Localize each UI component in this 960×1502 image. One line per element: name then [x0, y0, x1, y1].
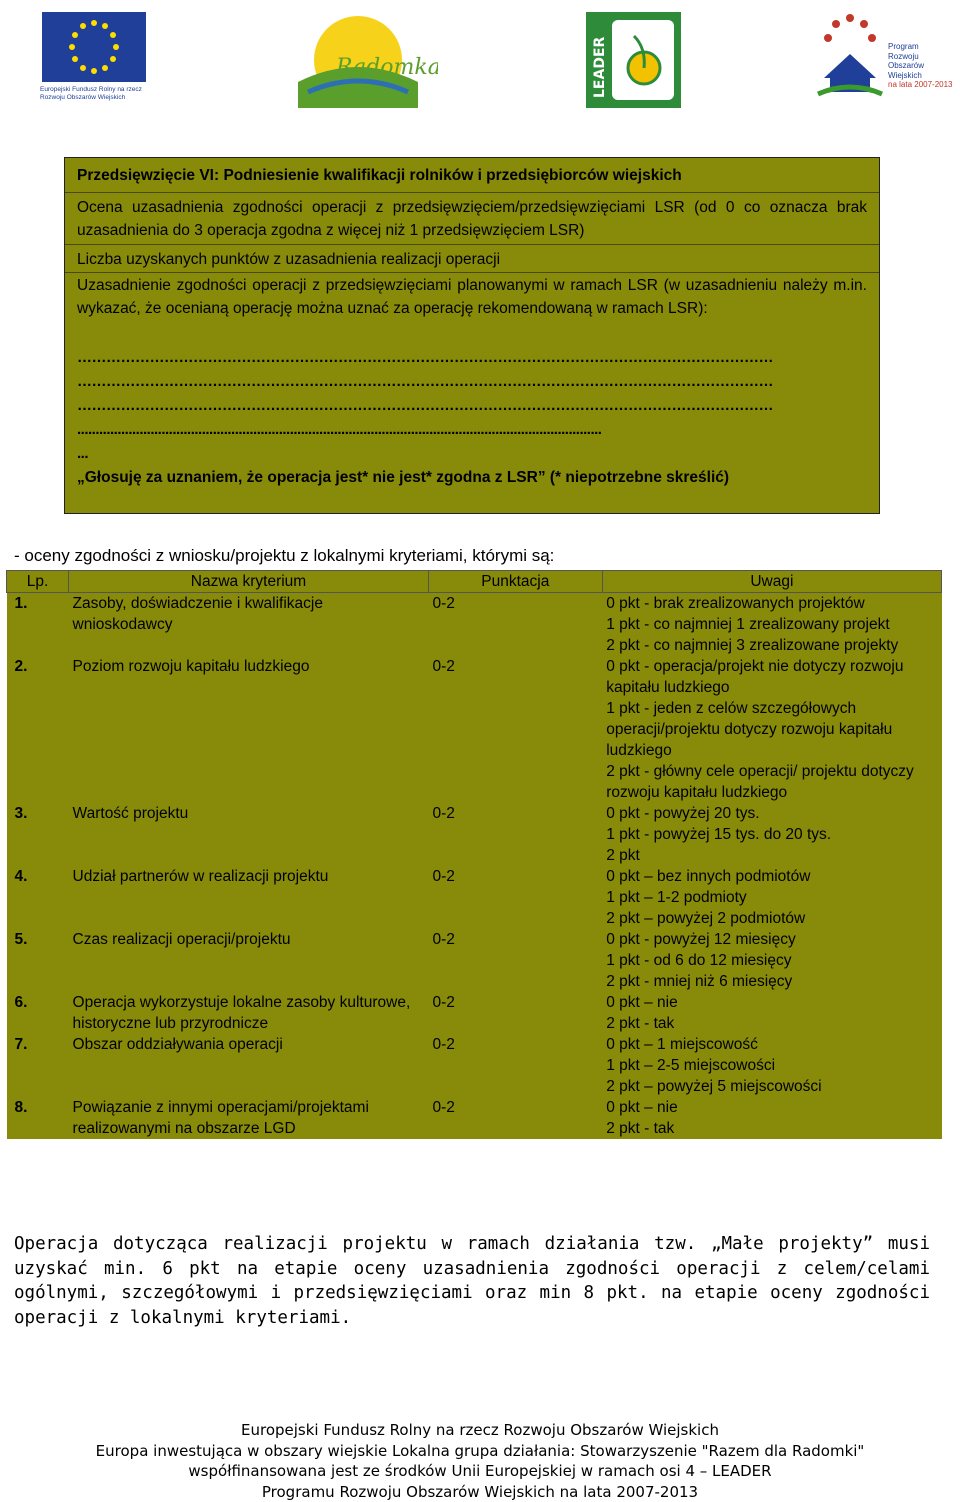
table-row: [7, 866, 942, 929]
box-glosuje: „Głosuję za uznaniem, że operacja jest* nie jest* zgodna z LSR” (* niepotrzebne skreślić): [77, 469, 730, 486]
row-notes: [602, 929, 941, 992]
criteria-table: [6, 570, 942, 1139]
box-uzasadnienie: Uzasadnienie zgodności operacji z przedsięwzięciami planowanymi w ramach LSR (w uzasadnieniu należy m.in. wykazać, że ocenianą operację można uznać za operację rekomendowaną w ramach LSR):: [77, 277, 867, 317]
dots-line: ...............................................................................................................................................: [77, 421, 602, 438]
note-paragraph: Operacja dotycząca realizacji projektu w ramach działania tzw. „Małe projekty” musi uzyskać min. 6 pkt na etapie oceny uzasadnienia zgodności operacji z celem/celami ogólnymi, szczegółowymi i przedsięwzięciami oraz min 8 pkt. na etapie oceny zgodności operacji z lokalnymi kryteriami.: [14, 1234, 930, 1328]
row-points: 0-2: [428, 929, 602, 992]
note-line: 2 pkt – powyżej 5 miejscowości: [606, 1078, 822, 1095]
criteria-intro: - oceny zgodności z wniosku/projektu z lokalnymi kryteriami, którymi są:: [14, 546, 555, 565]
note-line: 0 pkt - brak zrealizowanych projektów: [606, 595, 865, 612]
note-line: 2 pkt - mniej niż 6 miesięcy: [606, 973, 793, 990]
footer-line: Europejski Fundusz Rolny na rzecz Rozwoju Obszarów Wiejskich: [241, 1421, 719, 1439]
row-criterion-name: Poziom rozwoju kapitału ludzkiego: [69, 656, 429, 803]
assessment-box: [64, 157, 880, 514]
row-points: 0-2: [428, 1034, 602, 1097]
note-line: 2 pkt: [606, 847, 640, 864]
dots-line: ………………………………………………………………………………………………………………………………: [77, 373, 773, 390]
box-title: Przedsięwzięcie VI: Podniesienie kwalifikacji rolników i przedsiębiorców wiejskich: [77, 167, 682, 184]
box-ocena: Ocena uzasadnienia zgodności operacji z przedsięwzięciem/przedsięwzięciami LSR (od 0 co oznacza brak uzasadnienia do 3 operacja zgodna z więcej niż 1 przedsięwzięciem LSR): [77, 199, 867, 239]
note-line: 2 pkt - tak: [606, 1120, 675, 1137]
row-points: 0-2: [428, 593, 602, 657]
row-criterion-name: Udział partnerów w realizacji projektu: [69, 866, 429, 929]
footer-line: współfinansowana jest ze środków Unii Europejskiej w ramach osi 4 – LEADER: [188, 1462, 772, 1480]
leader-wordmark: LEADER: [592, 36, 608, 98]
header-uwagi: Uwagi: [602, 571, 941, 593]
note-line: 2 pkt - tak: [606, 1015, 675, 1032]
eu-flag-icon: [42, 12, 146, 82]
row-lp: 2.: [7, 656, 69, 803]
note-line: 1 pkt – 2-5 miejscowości: [606, 1057, 776, 1074]
row-points: 0-2: [428, 866, 602, 929]
table-row: [7, 593, 942, 657]
header-lp: Lp.: [7, 571, 69, 593]
row-points: 0-2: [428, 803, 602, 866]
row-notes: [602, 803, 941, 866]
row-notes: [602, 656, 941, 803]
row-lp: 4.: [7, 866, 69, 929]
header-nazwa: Nazwa kryterium: [69, 571, 429, 593]
row-criterion-name: Zasoby, doświadczenie i kwalifikacje wnioskodawcy: [69, 593, 429, 657]
note-line: 2 pkt - co najmniej 3 zrealizowane projekty: [606, 637, 899, 654]
row-criterion-name: Operacja wykorzystuje lokalne zasoby kulturowe, historyczne lub przyrodnicze: [69, 992, 429, 1034]
row-notes: [602, 866, 941, 929]
row-notes: [602, 992, 941, 1034]
row-notes: [602, 1034, 941, 1097]
row-criterion-name: Powiązanie z innymi operacjami/projektami realizowanymi na obszarze LGD: [69, 1097, 429, 1139]
row-lp: 3.: [7, 803, 69, 866]
row-lp: 5.: [7, 929, 69, 992]
table-row: [7, 929, 942, 992]
dots-line: ...: [77, 445, 89, 462]
box-liczba: Liczba uzyskanych punktów z uzasadnienia realizacji operacji: [77, 251, 501, 268]
note-line: 0 pkt – bez innych podmiotów: [606, 868, 811, 885]
note-line: 0 pkt - powyżej 12 miesięcy: [606, 931, 796, 948]
footer-line: Europa inwestująca w obszary wiejskie Lokalna grupa działania: Stowarzyszenie "Razem dla Radomki": [95, 1441, 865, 1460]
row-lp: 8.: [7, 1097, 69, 1139]
note-line: 1 pkt - jeden z celów szczegółowych operacji/projektu dotyczy rozwoju kapitału ludzkiego: [606, 700, 893, 759]
row-notes: [602, 593, 941, 657]
criteria-header-row: [7, 571, 942, 593]
eu-caption: Europejski Fundusz Rolny na rzecz Rozwoju Obszarów Wiejskich: [40, 86, 142, 101]
row-criterion-name: Wartość projektu: [69, 803, 429, 866]
header-punktacja: Punktacja: [428, 571, 602, 593]
note-line: 1 pkt - powyżej 15 tys. do 20 tys.: [606, 826, 832, 843]
leader-logo: [586, 12, 681, 108]
radomka-logo: [278, 12, 438, 112]
note-line: 1 pkt – 1-2 podmioty: [606, 889, 747, 906]
note-line: 0 pkt – nie: [606, 1099, 678, 1116]
row-notes: [602, 1097, 941, 1139]
note-line: 1 pkt - od 6 do 12 miesięcy: [606, 952, 792, 969]
row-points: 0-2: [428, 1097, 602, 1139]
row-criterion-name: Obszar oddziaływania operacji: [69, 1034, 429, 1097]
prow-logo: [814, 8, 954, 104]
note-line: 1 pkt - co najmniej 1 zrealizowany projekt: [606, 616, 890, 633]
table-row: [7, 803, 942, 866]
table-row: [7, 656, 942, 803]
footer: [0, 1420, 960, 1502]
note-line: 0 pkt - operacja/projekt nie dotyczy rozwoju kapitału ludzkiego: [606, 658, 904, 696]
row-points: 0-2: [428, 992, 602, 1034]
prow-caption: Program Rozwoju Obszarów Wiejskich na lata 2007-2013: [888, 42, 953, 89]
table-row: [7, 1097, 942, 1139]
note-line: 2 pkt - główny cele operacji/ projektu dotyczy rozwoju kapitału ludzkiego: [606, 763, 914, 801]
dots-line: ………………………………………………………………………………………………………………………………: [77, 349, 773, 366]
radomka-wordmark: Radomka: [336, 55, 438, 80]
row-lp: 1.: [7, 593, 69, 657]
note-line: 0 pkt - powyżej 20 tys.: [606, 805, 760, 822]
footer-line: Programu Rozwoju Obszarów Wiejskich na lata 2007-2013: [261, 1482, 699, 1501]
note-line: 2 pkt – powyżej 2 podmiotów: [606, 910, 806, 927]
row-lp: 7.: [7, 1034, 69, 1097]
note-line: 0 pkt – nie: [606, 994, 678, 1011]
row-lp: 6.: [7, 992, 69, 1034]
row-criterion-name: Czas realizacji operacji/projektu: [69, 929, 429, 992]
table-row: [7, 992, 942, 1034]
table-row: [7, 1034, 942, 1097]
eu-logo: [40, 12, 150, 102]
note-line: 0 pkt – 1 miejscowość: [606, 1036, 758, 1053]
dots-line: ………………………………………………………………………………………………………………………………: [77, 397, 773, 414]
row-points: 0-2: [428, 656, 602, 803]
